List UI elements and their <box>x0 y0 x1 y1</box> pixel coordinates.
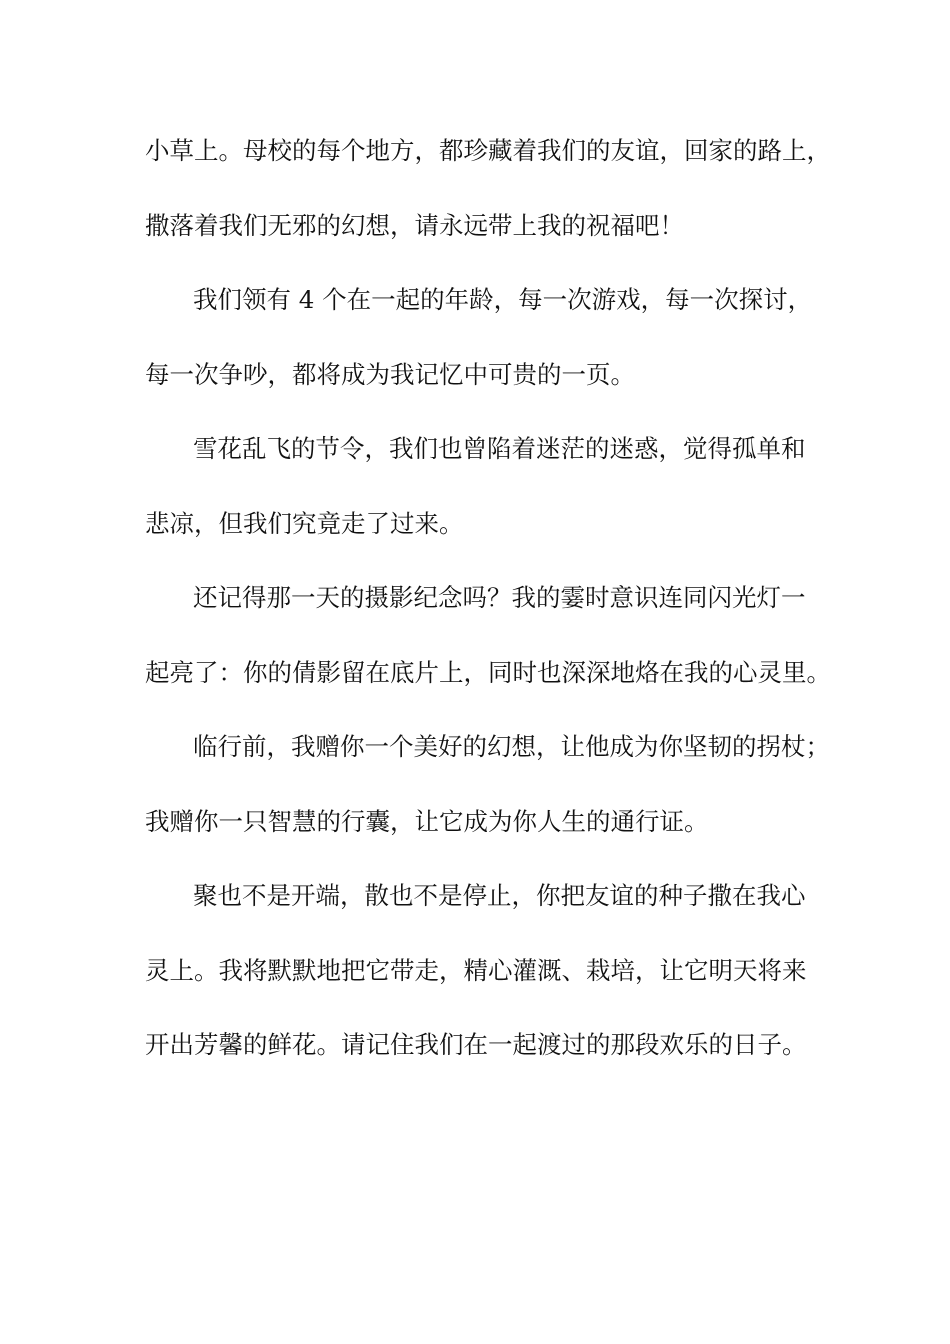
text-line: 悲凉，但我们究竟走了过来。 <box>145 508 464 538</box>
document-body <box>145 128 831 1097</box>
text-line: 灵上。我将默默地把它带走，精心灌溉、栽培，让它明天将来 <box>145 955 807 985</box>
paragraph-first-line: 我们领有 4 个在一起的年龄，每一次游戏，每一次探讨， <box>193 285 813 314</box>
paragraph-first-line: 临行前，我赠你一个美好的幻想，让他成为你坚韧的拐杖； <box>193 732 830 761</box>
text-line: 撒落着我们无邪的幻想，请永远带上我的祝福吧！ <box>145 210 684 240</box>
paragraph-first-line: 还记得那一天的摄影纪念吗？我的霎时意识连同闪光灯一 <box>193 583 806 612</box>
text-line: 起亮了：你的倩影留在底片上，同时也深深地烙在我的心灵里。 <box>145 657 831 687</box>
paragraph-first-line: 雪花乱飞的节令，我们也曾陷着迷茫的迷惑，觉得孤单和 <box>193 434 806 463</box>
text-line: 每一次争吵，都将成为我记忆中可贵的一页。 <box>145 359 635 389</box>
text-line: 小草上。母校的每个地方，都珍藏着我们的友谊，回家的路上， <box>145 136 831 165</box>
paragraph-first-line: 聚也不是开端，散也不是停止，你把友谊的种子撒在我心 <box>193 881 806 910</box>
text-line: 开出芳馨的鲜花。请记住我们在一起渡过的那段欢乐的日子。 <box>145 1030 807 1059</box>
text-line: 我赠你一只智慧的行囊，让它成为你人生的通行证。 <box>145 806 709 836</box>
